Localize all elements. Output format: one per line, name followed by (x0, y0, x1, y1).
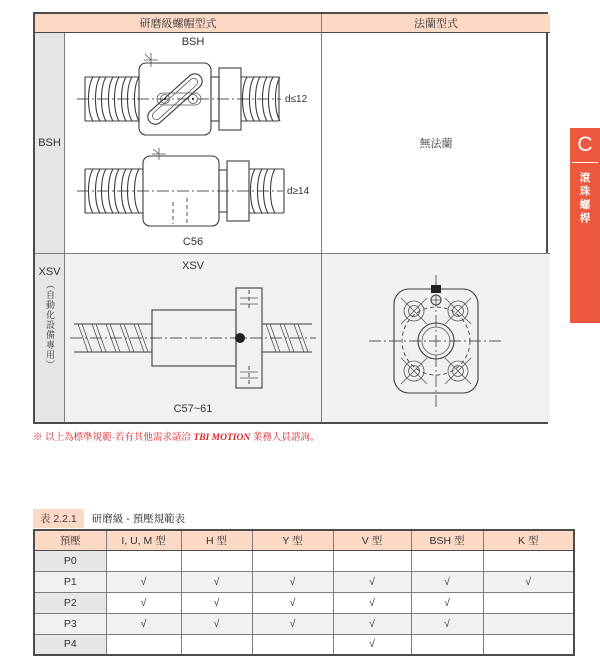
header-flange-type: 法蘭型式 (322, 14, 550, 33)
table-cell: √ (181, 592, 252, 613)
note-prefix: 以上為標準規範·若有其他需求請洽 (42, 432, 194, 443)
table-cell: √ (333, 571, 411, 592)
row-label: P4 (34, 634, 106, 655)
table-cell: √ (411, 571, 483, 592)
header-nut-type: 研磨級螺帽型式 (35, 14, 322, 33)
table-row-p2 (34, 592, 574, 613)
bsh-drawing-title: BSH (181, 36, 205, 48)
preload-spec-table (33, 529, 575, 656)
bsh-row-label: BSH (38, 137, 61, 149)
table-cell (252, 634, 333, 655)
table-title: 研磨級 - 預壓規範表 (91, 513, 186, 525)
col-header-h: H 型 (181, 530, 252, 550)
note-suffix: 業務人員諮詢。 (250, 432, 320, 443)
standard-spec-note (33, 429, 319, 443)
table-row-p4 (34, 634, 574, 655)
table-cell: √ (252, 613, 333, 634)
table-cell (483, 592, 574, 613)
table-number-chip: 表 2.2.1 (33, 509, 84, 528)
xsv-drawing-cell (65, 254, 322, 422)
col-header-y: Y 型 (252, 530, 333, 550)
table-cell (181, 550, 252, 571)
col-header-preload: 預壓 (34, 530, 106, 550)
table-cell (333, 550, 411, 571)
xsv-drawing-title: XSV (181, 260, 204, 272)
table-cell (106, 634, 181, 655)
table-cell: √ (106, 592, 181, 613)
table-row-p0 (34, 550, 574, 571)
no-flange-text: 無法蘭 (419, 138, 453, 150)
chapter-tab (570, 128, 600, 323)
xsv-nut-drawing (68, 280, 318, 396)
d-min-note: d≥14 (287, 186, 310, 198)
table-cell (411, 634, 483, 655)
bsh-flange-cell (322, 33, 550, 254)
c56-drawing-label: C56 (182, 235, 204, 248)
col-header-v: V 型 (333, 530, 411, 550)
table-cell: √ (333, 634, 411, 655)
xsv-flange-cell (322, 254, 550, 422)
table-cell (483, 613, 574, 634)
table-cell: √ (333, 592, 411, 613)
c57-61-drawing-label: C57~61 (173, 402, 213, 415)
table-cell (483, 550, 574, 571)
table-cell (483, 634, 574, 655)
row-label: P2 (34, 592, 106, 613)
row-label-xsv (35, 254, 65, 422)
table-cell: √ (411, 592, 483, 613)
xsv-row-sublabel: （自動化設備專用） (45, 280, 55, 370)
table-cell: √ (252, 592, 333, 613)
table-cell: √ (333, 613, 411, 634)
bsh-nut-drawing-d12 (73, 51, 313, 147)
table-cell: √ (411, 613, 483, 634)
chapter-letter: C (577, 133, 593, 156)
d-max-note: d≤12 (285, 93, 308, 105)
table-cell (252, 550, 333, 571)
col-header-bsh: BSH 型 (411, 530, 483, 550)
row-label: P3 (34, 613, 106, 634)
row-label: P0 (34, 550, 106, 571)
flange-front-view-drawing (361, 263, 511, 413)
table-cell (106, 550, 181, 571)
table-cell: √ (181, 613, 252, 634)
chapter-title: 滾珠螺桿 (578, 172, 591, 226)
table-cell: √ (181, 571, 252, 592)
table-row-p3 (34, 613, 574, 634)
bsh-nut-drawing-c56 (73, 148, 313, 234)
col-header-ium: I, U, M 型 (106, 530, 181, 550)
table-cell (181, 634, 252, 655)
header-row (34, 530, 574, 550)
xsv-row-label: XSV (38, 266, 61, 278)
table-cell: √ (252, 571, 333, 592)
row-label-bsh (35, 33, 65, 254)
bsh-drawings-cell (65, 33, 322, 254)
row-label: P1 (34, 571, 106, 592)
table-cell (411, 550, 483, 571)
table-row-p1 (34, 571, 574, 592)
table-cell: √ (106, 613, 181, 634)
nut-type-table (33, 12, 548, 424)
brand-name: TBI MOTION (193, 433, 251, 443)
table-cell: √ (483, 571, 574, 592)
tab-divider (572, 162, 598, 163)
col-header-k: K 型 (483, 530, 574, 550)
table-caption (33, 509, 185, 528)
note-marker: ※ (33, 432, 43, 443)
table-cell: √ (106, 571, 181, 592)
